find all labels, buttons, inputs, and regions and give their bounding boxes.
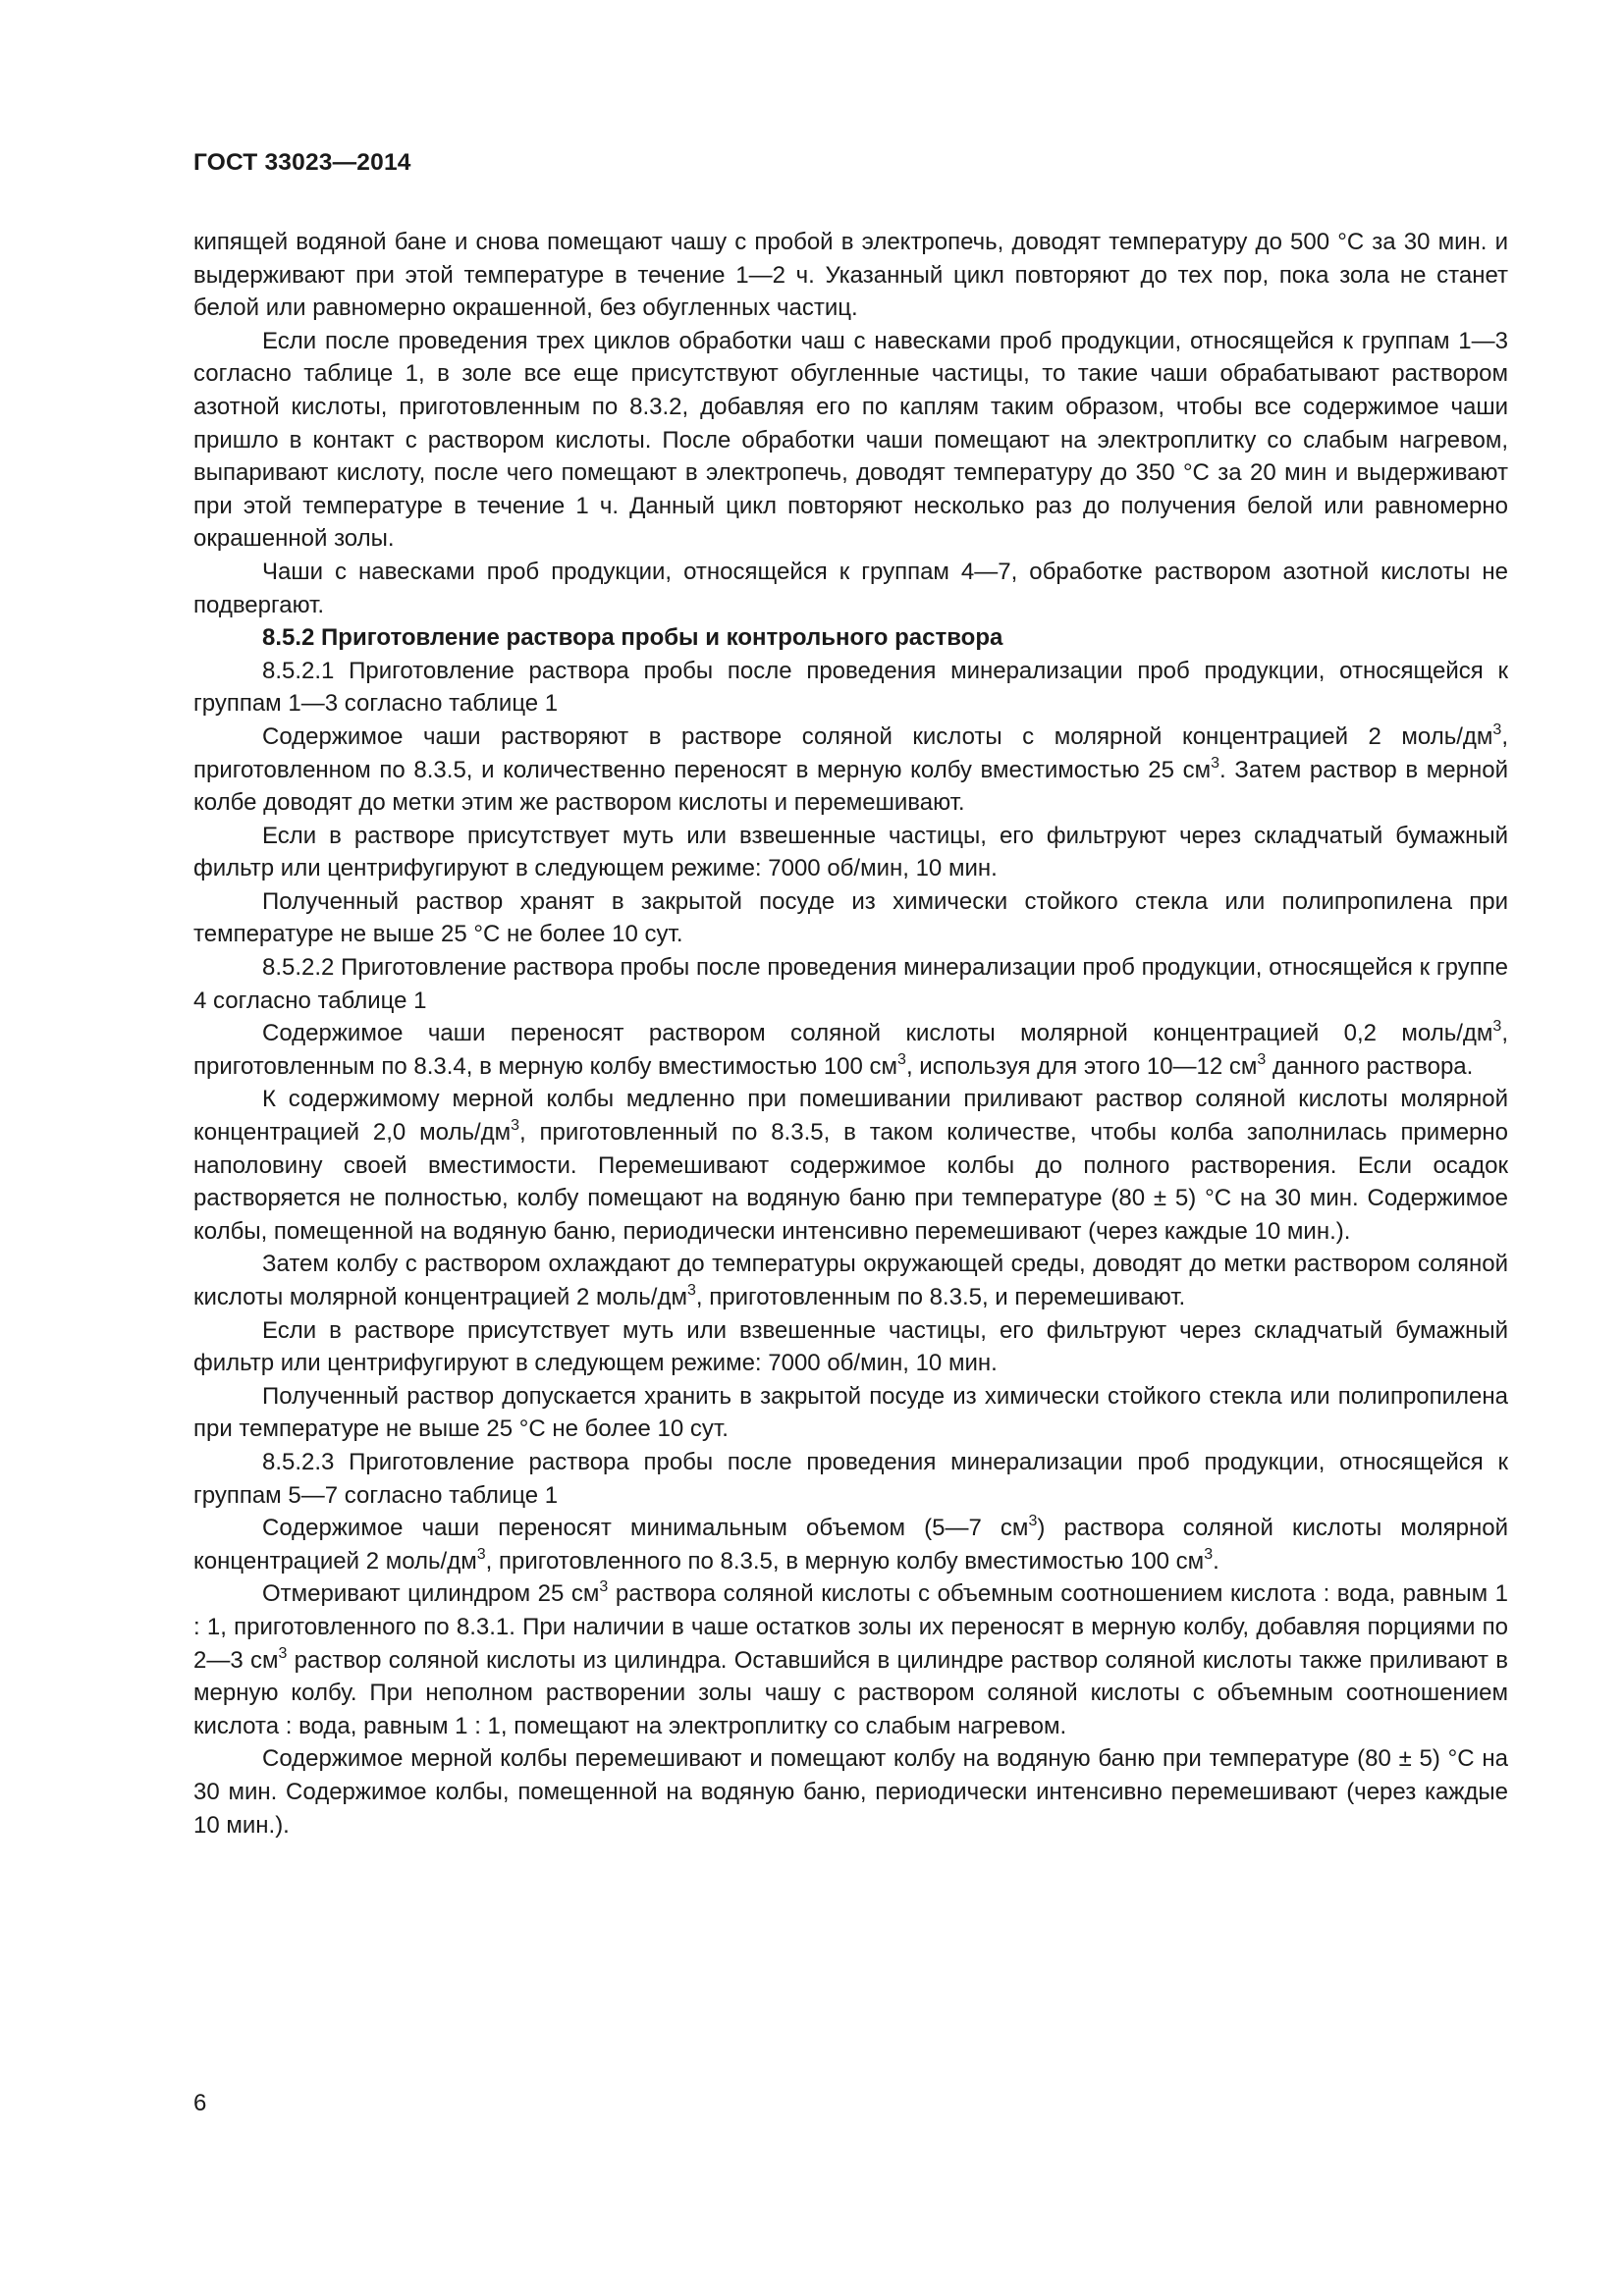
paragraph	[193, 1248, 1508, 1313]
text-run: Если после проведения трех циклов обработки чаш с навесками проб продукции, относящейся к группам 1—3 согласно таблице 1, в золе все еще присутствуют обугленные частицы, то такие чаши обрабатывают раствором азотной кислоты, приготовленным по 8.3.2, добавляя его по каплям таким образом, чтобы все содержимое чаши пришло в контакт с раствором кислоты. После обработки чаши помещают на электроплитку со слабым нагревом, выпаривают кислоту, после чего помещают в электропечь, доводят температуру до 350 °С за 20 мин и выдерживают при этой температуре в течение 1 ч. Данный цикл повторяют несколько раз до получения белой или равномерно окрашенной золы.	[193, 327, 1508, 553]
paragraph	[193, 655, 1508, 721]
text-run: , приготовленным по 8.3.5, и перемешивают.	[695, 1284, 1186, 1310]
text-run: данного раствора.	[1266, 1052, 1474, 1080]
text-run: Полученный раствор хранят в закрытой посуде из химически стойкого стекла или полипропилена при температуре не выше 25 °С не более 10 сут.	[193, 887, 1508, 948]
superscript: 3	[686, 1282, 696, 1299]
text-run: . Затем раствор в мерной колбе доводят до метки этим же раствором кислоты и перемешивают.	[193, 756, 1508, 817]
text-run: 8.5.2.2 Приготовление раствора пробы после проведения минерализации проб продукции, относящейся к группе 4 согласно таблице 1	[193, 954, 1508, 1014]
paragraph	[193, 1512, 1508, 1577]
text-run: Если в растворе присутствует муть или взвешенные частицы, его фильтруют через складчатый бумажный фильтр или центрифугируют в следующем режиме: 7000 об/мин, 10 мин.	[193, 1316, 1508, 1377]
text-run: Содержимое мерной колбы перемешивают и помещают колбу на водяную баню при температуре (80 ± 5) °С на 30 мин. Содержимое колбы, помещенной на водяную баню, периодически интенсивно перемешивают (через каждые 10 мин.).	[193, 1745, 1508, 1839]
superscript: 3	[1204, 1545, 1214, 1563]
superscript: 3	[476, 1545, 486, 1563]
text-run: Полученный раствор допускается хранить в закрытой посуде из химически стойкого стекла или полипропилена при температуре не выше 25 °С не более 10 сут.	[193, 1382, 1508, 1443]
superscript: 3	[278, 1644, 288, 1662]
superscript: 3	[1492, 1018, 1502, 1036]
superscript: 3	[1257, 1050, 1267, 1068]
paragraph	[193, 1314, 1508, 1380]
paragraph	[193, 1083, 1508, 1248]
superscript: 3	[897, 1050, 906, 1068]
text-run: Если в растворе присутствует муть или взвешенные частицы, его фильтруют через складчатый бумажный фильтр или центрифугируют в следующем режиме: 7000 об/мин, 10 мин.	[193, 822, 1508, 882]
paragraph	[193, 1017, 1508, 1083]
text-run: Содержимое чаши переносят раствором соляной кислоты молярной концентрацией 0,2 моль/дм	[262, 1020, 1493, 1047]
page-number: 6	[193, 2090, 207, 2116]
text-run: К содержимому мерной колбы медленно при помешивании приливают раствор соляной кислоты молярной концентрацией 2,0 моль/дм	[193, 1086, 1508, 1147]
document-body	[193, 226, 1508, 1842]
text-run: кипящей водяной бане и снова помещают чашу с пробой в электропечь, доводят температуру до 500 °С за 30 мин. и выдерживают при этой температуре в течение 1—2 ч. Указанный цикл повторяют до тех пор, пока зола не станет белой или равномерно окрашенной, без обугленных частиц.	[193, 229, 1508, 322]
text-run: Чаши с навесками проб продукции, относящейся к группам 4—7, обработке раствором азотной кислоты не подвергают.	[193, 558, 1508, 618]
text-run: раствор соляной кислоты из цилиндра. Оставшийся в цилиндре раствор соляной кислоты также приливают в мерную колбу. При неполном растворении золы чашу с раствором соляной кислоты с объемным соотношением кислота : вода, равным 1 : 1, помещают на электроплитку со слабым нагревом.	[193, 1646, 1509, 1739]
paragraph	[193, 325, 1508, 556]
text-run: 8.5.2.1 Приготовление раствора пробы после проведения минерализации проб продукции, относящейся к группам 1—3 согласно таблице 1	[193, 657, 1508, 718]
paragraph	[193, 1577, 1508, 1742]
superscript: 3	[1492, 721, 1502, 738]
superscript: 3	[1028, 1513, 1038, 1530]
paragraph	[193, 226, 1508, 325]
text-run: Затем колбу с раствором охлаждают до температуры окружающей среды, доводят до метки раствором соляной кислоты молярной концентрацией 2 моль/дм	[193, 1251, 1508, 1310]
text-run: Отмеривают цилиндром 25 см	[262, 1580, 600, 1608]
text-run: , используя для этого 10—12 см	[905, 1052, 1258, 1080]
paragraph	[193, 1742, 1508, 1842]
paragraph	[193, 885, 1508, 951]
text-run: , приготовленный по 8.3.5, в таком количестве, чтобы колба заполнилась примерно наполовину своей вместимости. Перемешивают содержимое колбы до полного растворения. Если осадок растворяется не полностью, колбу помещают на водяную баню при температуре (80 ± 5) °С на 30 мин. Содержимое колбы, помещенной на водяную баню, периодически интенсивно перемешивают (через каждые 10 мин.).	[193, 1119, 1508, 1245]
text-run: , приготовленного по 8.3.5, в мерную колбу вместимостью 100 см	[485, 1547, 1205, 1575]
text-run: , приготовленном по 8.3.5, и количественно переносят в мерную колбу вместимостью 25 см	[193, 722, 1508, 783]
paragraph	[193, 721, 1508, 820]
paragraph	[193, 1446, 1508, 1512]
paragraph	[193, 951, 1508, 1017]
text-run: Содержимое чаши переносят минимальным объемом (5—7 см	[262, 1515, 1029, 1542]
paragraph	[193, 556, 1508, 621]
superscript: 3	[1211, 754, 1220, 772]
text-run: , приготовленным по 8.3.4, в мерную колбу вместимостью 100 см	[193, 1020, 1508, 1080]
superscript: 3	[511, 1117, 520, 1135]
document-header: ГОСТ 33023—2014	[193, 149, 411, 176]
paragraph	[193, 820, 1508, 885]
section-heading	[193, 621, 1508, 655]
superscript: 3	[599, 1578, 609, 1596]
text-run: ) раствора соляной кислоты молярной концентрацией 2 моль/дм	[193, 1515, 1509, 1575]
text-run: 8.5.2 Приготовление раствора пробы и контрольного раствора	[262, 624, 1003, 652]
text-run: Содержимое чаши растворяют в растворе соляной кислоты с молярной концентрацией 2 моль/дм	[262, 722, 1493, 750]
paragraph	[193, 1380, 1508, 1446]
text-run: 8.5.2.3 Приготовление раствора пробы после проведения минерализации проб продукции, относящейся к группам 5—7 согласно таблице 1	[193, 1448, 1508, 1509]
text-run: раствора соляной кислоты с объемным соотношением кислота : вода, равным 1 : 1, приготовленного по 8.3.1. При наличии в чаше остатков золы их переносят в мерную колбу, добавляя порциями по 2—3 см	[193, 1580, 1508, 1674]
text-run: .	[1213, 1547, 1219, 1575]
